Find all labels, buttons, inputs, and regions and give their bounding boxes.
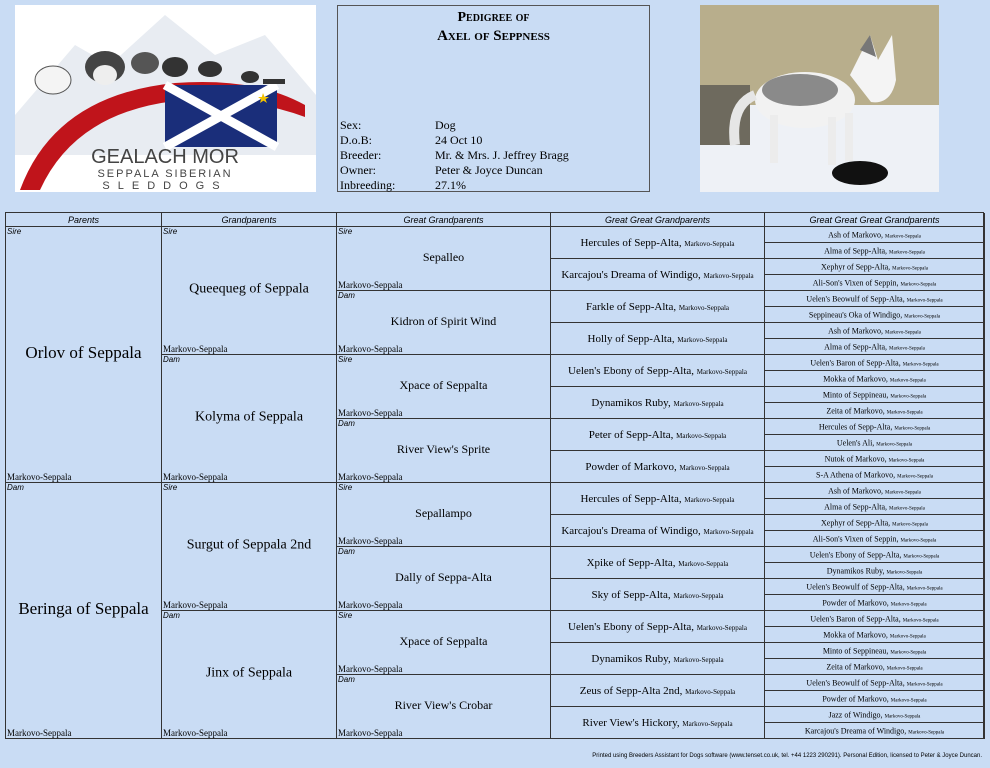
info-value: Peter & Joyce Duncan xyxy=(435,163,543,177)
dog-name: Sepallampo xyxy=(415,505,472,520)
breed-label: Markovo-Seppala xyxy=(889,250,925,255)
dog-name: Uelen's Ebony of Sepp-Alta, xyxy=(568,364,695,377)
dog-entry xyxy=(765,582,984,591)
dog-name: Alma of Sepp-Alta, xyxy=(824,246,888,255)
dog-name: Xephyr of Sepp-Alta, xyxy=(821,518,891,527)
pedigree-cell xyxy=(765,387,985,403)
breed-label: Markovo-Seppala xyxy=(906,682,943,687)
pedigree-cell xyxy=(765,611,985,627)
dog-entry xyxy=(551,365,764,377)
breed-label: Markovo-Seppala xyxy=(889,346,925,351)
dog-name: River View's Crobar xyxy=(394,697,493,712)
breed-label: Markovo-Seppala xyxy=(338,600,403,610)
pedigree-cell xyxy=(765,499,985,515)
logo-subtitle-2: SLEDDOGS xyxy=(102,180,228,192)
pedigree-cell xyxy=(337,547,551,611)
dog-name: Sky of Sepp-Alta, xyxy=(591,588,671,601)
pedigree-cell xyxy=(765,451,985,467)
breed-label: Markovo-Seppala xyxy=(678,559,729,568)
dog-entry xyxy=(765,534,984,543)
breed-label: Markovo-Seppala xyxy=(889,634,926,639)
dog-entry xyxy=(765,390,984,399)
logo-title: GEALACH MOR xyxy=(91,146,239,168)
breed-label: Markovo-Seppala xyxy=(884,714,921,719)
dog-name: Uelen's Baron of Sepp-Alta, xyxy=(810,614,901,623)
dog-name: Uelen's Beowulf of Sepp-Alta, xyxy=(806,678,905,687)
dog-entry xyxy=(765,454,984,463)
breed-label: Markovo-Seppala xyxy=(900,538,937,543)
breed-label: Markovo-Seppala xyxy=(682,719,733,728)
dog-name: Zeus of Sepp-Alta 2nd, xyxy=(579,684,683,697)
dog-name: Xpike of Sepp-Alta, xyxy=(586,556,676,569)
sire-label: Sire xyxy=(338,355,353,364)
dog-name: Powder of Markovo, xyxy=(822,694,889,703)
breed-label: Markovo-Seppala xyxy=(163,344,228,354)
dog-entry xyxy=(765,630,984,639)
pedigree-cell xyxy=(765,371,985,387)
pedigree-cell xyxy=(551,259,765,291)
pedigree-cell xyxy=(551,547,765,579)
pedigree-cell xyxy=(162,611,337,739)
dog-entry xyxy=(765,710,984,719)
pedigree-cell xyxy=(337,483,551,547)
breed-label: Markovo-Seppala xyxy=(673,399,724,408)
dog-name: Nutok of Markovo, xyxy=(824,454,887,463)
dog-name: Ash of Markovo, xyxy=(828,230,884,239)
pedigree-cell xyxy=(337,227,551,291)
pedigree-cell xyxy=(765,627,985,643)
dog-name: Uelen's Ali, xyxy=(836,438,875,447)
dog-entry xyxy=(551,717,764,729)
info-value: Mr. & Mrs. J. Jeffrey Bragg xyxy=(435,148,569,162)
pedigree-cell xyxy=(551,355,765,387)
pedigree-cell xyxy=(765,595,985,611)
dog-name: Powder of Markovo, xyxy=(822,598,889,607)
dog-entry xyxy=(765,262,984,271)
dog-entry xyxy=(551,333,764,345)
pedigree-cell xyxy=(551,291,765,323)
dog-name: Minto of Seppineau, xyxy=(822,646,889,655)
pedigree-cell xyxy=(765,419,985,435)
dog-name: Ash of Markovo, xyxy=(828,486,884,495)
info-label: Owner: xyxy=(340,163,376,177)
dog-name: S-A Athena of Markovo, xyxy=(816,470,896,479)
dog-name: Seppineau's Oka of Windigo, xyxy=(808,310,903,319)
pedigree-cell xyxy=(765,659,985,675)
dog-name: Ali-Son's Vixen of Seppin, xyxy=(812,534,899,543)
pedigree-cell xyxy=(765,307,985,323)
dog-name: Xephyr of Sepp-Alta, xyxy=(821,262,891,271)
breed-label: Markovo-Seppala xyxy=(338,664,403,674)
pedigree-cell xyxy=(765,467,985,483)
dog-name: Dally of Seppa-Alta xyxy=(395,569,492,584)
dog-entry xyxy=(765,470,984,479)
breed-label: Markovo-Seppala xyxy=(696,367,747,376)
dog-name: Kolyma of Seppala xyxy=(194,408,304,424)
dog-entry xyxy=(765,230,984,239)
info-label: Sex: xyxy=(340,118,362,132)
dog-entry xyxy=(551,653,764,665)
pedigree-cell xyxy=(551,707,765,739)
dog-entry xyxy=(551,685,764,697)
dog-entry xyxy=(765,406,984,415)
breed-label: Markovo-Seppala xyxy=(902,362,939,367)
pedigree-cell xyxy=(765,275,985,291)
dog-name: Uelen's Ebony of Sepp-Alta, xyxy=(568,620,695,633)
dog-name: Alma of Sepp-Alta, xyxy=(824,502,888,511)
pedigree-cell xyxy=(337,355,551,419)
breed-label: Markovo-Seppala xyxy=(906,586,943,591)
pedigree-cell xyxy=(551,675,765,707)
dog-entry xyxy=(765,374,984,383)
breed-label: Markovo-Seppala xyxy=(890,650,927,655)
dog-name: Jazz of Windigo, xyxy=(828,710,883,719)
breed-label: Markovo-Seppala xyxy=(696,623,747,632)
dog-entry xyxy=(765,566,984,575)
breed-label: Markovo-Seppala xyxy=(163,728,228,738)
breed-label: Markovo-Seppala xyxy=(338,536,403,546)
dog-entry xyxy=(551,493,764,505)
pedigree-cell xyxy=(337,611,551,675)
info-value: 24 Oct 10 xyxy=(435,133,483,147)
dog-name: Powder of Markovo, xyxy=(585,460,677,473)
dog-name-title: Axel of Seppness xyxy=(437,28,550,44)
pedigree-cell xyxy=(162,483,337,611)
breed-label: Markovo-Seppala xyxy=(886,570,923,575)
dog-name: Karcajou's Dreama of Windigo, xyxy=(561,524,701,537)
breed-label: Markovo-Seppala xyxy=(885,490,921,495)
breed-label: Markovo-Seppala xyxy=(894,426,931,431)
breed-label: Markovo-Seppala xyxy=(904,314,941,319)
pedigree-cell xyxy=(765,723,985,739)
pedigree-table xyxy=(5,212,984,739)
dam-label: Dam xyxy=(338,291,355,300)
sire-label: Sire xyxy=(163,483,178,492)
pedigree-cell xyxy=(765,435,985,451)
breed-label: Markovo-Seppala xyxy=(886,666,923,671)
breed-label: Markovo-Seppala xyxy=(903,554,940,559)
pedigree-cell xyxy=(765,675,985,691)
sire-label: Sire xyxy=(7,227,22,236)
dog-entry xyxy=(765,326,984,335)
breed-label: Markovo-Seppala xyxy=(892,266,928,271)
breed-label: Markovo-Seppala xyxy=(890,698,927,703)
dog-entry xyxy=(551,301,764,313)
dog-entry xyxy=(551,397,764,409)
kennel-logo xyxy=(15,5,316,192)
dog-name: Minto of Seppineau, xyxy=(822,390,889,399)
breed-label: Markovo-Seppala xyxy=(886,410,923,415)
dog-name: Uelen's Beowulf of Sepp-Alta, xyxy=(806,582,905,591)
breed-label: Markovo-Seppala xyxy=(684,239,735,248)
breed-label: Markovo-Seppala xyxy=(684,495,735,504)
info-label: Inbreeding: xyxy=(340,178,396,192)
pedigree-cell xyxy=(765,515,985,531)
dog-name: Uelen's Ebony of Sepp-Alta, xyxy=(809,550,902,559)
dog-entry xyxy=(551,589,764,601)
breed-label: Markovo-Seppala xyxy=(163,472,228,482)
breed-label: Markovo-Seppala xyxy=(906,298,943,303)
dog-name: Mokka of Markovo, xyxy=(823,630,888,639)
dog-name: Karcajou's Dreama of Windigo, xyxy=(561,268,701,281)
dog-name: Uelen's Baron of Sepp-Alta, xyxy=(810,358,901,367)
breed-label: Markovo-Seppala xyxy=(679,463,730,472)
column-header: Great Great Grandparents xyxy=(551,213,765,227)
dog-name: Surgut of Seppala 2nd xyxy=(186,536,312,552)
dog-entry xyxy=(765,662,984,671)
breed-label: Markovo-Seppala xyxy=(7,728,72,738)
dog-name: Ali-Son's Vixen of Seppin, xyxy=(812,278,899,287)
dog-name: Jinx of Seppala xyxy=(205,664,293,680)
pedigree-cell xyxy=(6,227,162,483)
pedigree-cell xyxy=(765,403,985,419)
breed-label: Markovo-Seppala xyxy=(890,602,927,607)
pedigree-cell xyxy=(765,579,985,595)
dog-entry xyxy=(551,557,764,569)
info-value: 27.1% xyxy=(435,178,466,192)
dog-entry xyxy=(765,550,984,559)
dog-name: Karcajou's Dreama of Windigo, xyxy=(804,726,907,735)
dog-name: Zeita of Markovo, xyxy=(826,406,885,415)
dog-entry xyxy=(765,646,984,655)
pedigree-cell xyxy=(551,387,765,419)
breed-label: Markovo-Seppala xyxy=(685,687,736,696)
dog-entry xyxy=(765,598,984,607)
pedigree-cell xyxy=(765,643,985,659)
dog-name: Sepalleo xyxy=(422,249,465,264)
pedigree-info-box xyxy=(337,5,650,192)
info-value: Dog xyxy=(435,118,456,132)
breed-label: Markovo-Seppala xyxy=(889,378,926,383)
pedigree-title: Pedigree of xyxy=(457,10,530,25)
breed-label: Markovo-Seppala xyxy=(892,522,928,527)
dog-name: Xpace of Seppalta xyxy=(399,377,488,392)
breed-label: Markovo-Seppala xyxy=(338,344,403,354)
breed-label: Markovo-Seppala xyxy=(908,730,945,735)
dog-entry xyxy=(765,294,984,303)
pedigree-cell xyxy=(162,355,337,483)
dog-entry xyxy=(765,486,984,495)
breed-label: Markovo-Seppala xyxy=(890,394,927,399)
pedigree-cell xyxy=(765,707,985,723)
breed-label: Markovo-Seppala xyxy=(677,335,728,344)
pedigree-cell xyxy=(765,483,985,499)
pedigree-cell xyxy=(6,483,162,739)
dog-entry xyxy=(765,438,984,447)
info-label: Breeder: xyxy=(340,148,382,162)
breed-label: Markovo-Seppala xyxy=(163,600,228,610)
sire-label: Sire xyxy=(163,227,178,236)
breed-label: Markovo-Seppala xyxy=(889,506,925,511)
dog-name: Zeita of Markovo, xyxy=(826,662,885,671)
dog-entry xyxy=(551,237,764,249)
dam-label: Dam xyxy=(163,611,180,620)
dog-name: Peter of Sepp-Alta, xyxy=(588,428,674,441)
breed-label: Markovo-Seppala xyxy=(885,234,921,239)
breed-label: Markovo-Seppala xyxy=(338,728,403,738)
dog-entry xyxy=(551,621,764,633)
dog-name: Hercules of Sepp-Alta, xyxy=(580,492,682,505)
pedigree-cell xyxy=(337,675,551,739)
breed-label: Markovo-Seppala xyxy=(888,458,925,463)
pedigree-cell xyxy=(551,611,765,643)
dog-name: Mokka of Markovo, xyxy=(823,374,888,383)
sire-label: Sire xyxy=(338,611,353,620)
dog-entry xyxy=(551,429,764,441)
dam-label: Dam xyxy=(163,355,180,364)
dog-entry xyxy=(765,614,984,623)
pedigree-cell xyxy=(337,419,551,483)
dog-entry xyxy=(765,358,984,367)
column-header: Great Great Great Grandparents xyxy=(765,213,985,227)
pedigree-cell xyxy=(765,227,985,243)
pedigree-cell xyxy=(337,291,551,355)
dog-name: Ash of Markovo, xyxy=(828,326,884,335)
dog-photo xyxy=(700,5,939,192)
breed-label: Markovo-Seppala xyxy=(703,527,754,536)
dog-entry xyxy=(765,310,984,319)
breed-label: Markovo-Seppala xyxy=(876,442,913,447)
dog-entry xyxy=(551,461,764,473)
column-header: Great Grandparents xyxy=(337,213,551,227)
breed-label: Markovo-Seppala xyxy=(7,472,72,482)
pedigree-cell xyxy=(765,323,985,339)
dog-entry xyxy=(765,518,984,527)
breed-label: Markovo-Seppala xyxy=(885,330,921,335)
dog-name: Dynamikos Ruby, xyxy=(591,396,671,409)
dog-entry xyxy=(765,502,984,511)
pedigree-cell xyxy=(765,243,985,259)
dog-name: Holly of Sepp-Alta, xyxy=(587,332,675,345)
dam-label: Dam xyxy=(338,547,355,556)
dog-name: Orlov of Seppala xyxy=(25,342,142,362)
dog-name: Alma of Sepp-Alta, xyxy=(824,342,888,351)
pedigree-cell xyxy=(551,579,765,611)
pedigree-cell xyxy=(551,483,765,515)
pedigree-cell xyxy=(551,419,765,451)
dog-entry xyxy=(765,678,984,687)
pedigree-cell xyxy=(765,339,985,355)
dog-name: Dynamikos Ruby, xyxy=(826,566,885,575)
pedigree-cell xyxy=(551,227,765,259)
dog-entry xyxy=(765,246,984,255)
breed-label: Markovo-Seppala xyxy=(673,655,724,664)
dog-name: Farkle of Sepp-Alta, xyxy=(585,300,677,313)
dog-entry xyxy=(551,525,764,537)
dog-name: River View's Sprite xyxy=(396,441,491,456)
dog-name: Uelen's Beowulf of Sepp-Alta, xyxy=(806,294,905,303)
dam-label: Dam xyxy=(338,675,355,684)
pedigree-cell xyxy=(765,531,985,547)
dog-name: Xpace of Seppalta xyxy=(399,633,488,648)
pedigree-cell xyxy=(551,451,765,483)
breed-label: Markovo-Seppala xyxy=(676,431,727,440)
dog-name: Kidron of Spirit Wind xyxy=(390,313,497,328)
breed-label: Markovo-Seppala xyxy=(338,280,403,290)
dog-name: River View's Hickory, xyxy=(582,716,680,729)
pedigree-cell xyxy=(551,515,765,547)
dog-name: Dynamikos Ruby, xyxy=(591,652,671,665)
breed-label: Markovo-Seppala xyxy=(673,591,724,600)
dam-label: Dam xyxy=(338,419,355,428)
dam-label: Dam xyxy=(7,483,24,492)
pedigree-cell xyxy=(551,323,765,355)
dog-name: Queequeg of Seppala xyxy=(189,280,309,296)
sire-label: Sire xyxy=(338,483,353,492)
breed-label: Markovo-Seppala xyxy=(897,474,933,479)
breed-label: Markovo-Seppala xyxy=(338,408,403,418)
column-header: Parents xyxy=(6,213,162,227)
info-label: D.o.B: xyxy=(340,133,373,147)
pedigree-cell xyxy=(765,547,985,563)
breed-label: Markovo-Seppala xyxy=(338,472,403,482)
dog-entry xyxy=(765,726,984,735)
dog-entry xyxy=(765,694,984,703)
breed-label: Markovo-Seppala xyxy=(703,271,754,280)
logo-subtitle: SEPPALA SIBERIAN xyxy=(97,168,233,180)
dog-entry xyxy=(765,342,984,351)
pedigree-cell xyxy=(162,227,337,355)
breed-label: Markovo-Seppala xyxy=(902,618,939,623)
breed-label: Markovo-Seppala xyxy=(678,303,730,312)
pedigree-cell xyxy=(765,563,985,579)
dog-entry xyxy=(551,269,764,281)
pedigree-cell xyxy=(765,691,985,707)
dog-name: Beringa of Seppala xyxy=(18,598,149,618)
breed-label: Markovo-Seppala xyxy=(900,282,937,287)
sire-label: Sire xyxy=(338,227,353,236)
pedigree-cell xyxy=(551,643,765,675)
dog-entry xyxy=(765,422,984,431)
pedigree-cell xyxy=(765,291,985,307)
pedigree-cell xyxy=(765,355,985,371)
pedigree-cell xyxy=(765,259,985,275)
dog-entry xyxy=(765,278,984,287)
sled-dog-team-logo xyxy=(15,5,316,192)
dog-name: Hercules of Sepp-Alta, xyxy=(580,236,682,249)
column-header: Grandparents xyxy=(162,213,337,227)
dog-name: Hercules of Sepp-Alta, xyxy=(818,422,893,431)
footer-note: Printed using Breeders Assistant for Dogs software (www.tenset.co.uk, tel. +44 1223 290291). Personal Edition, licensed to Peter & Joyce Duncan. xyxy=(592,753,982,759)
